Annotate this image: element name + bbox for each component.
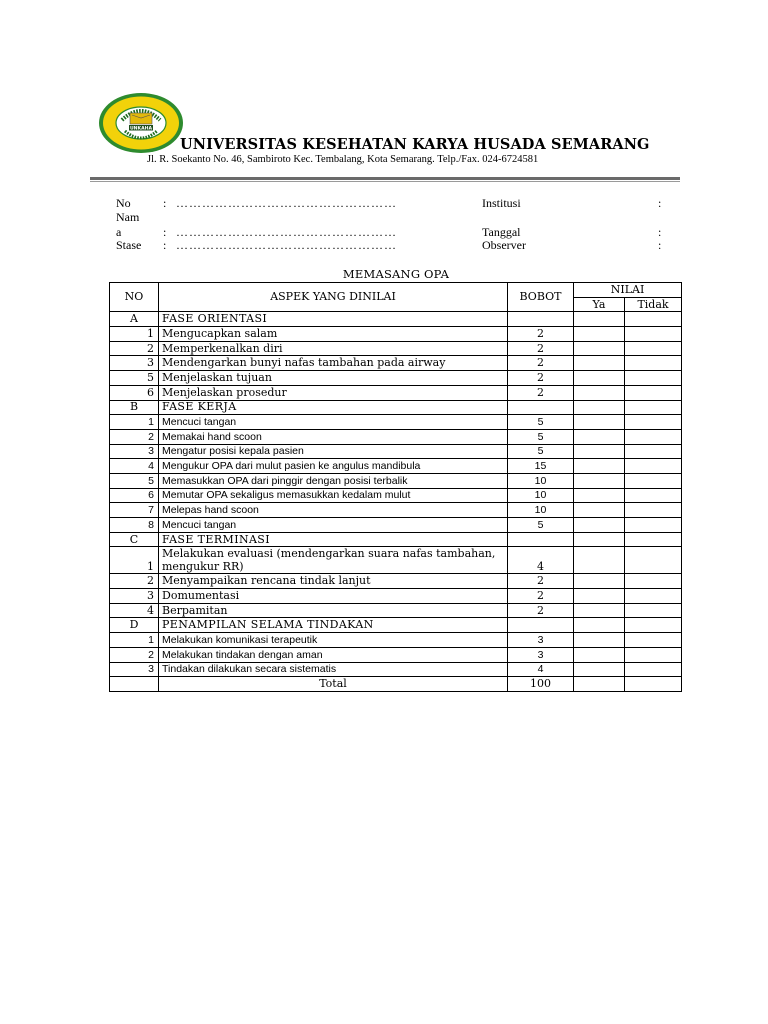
nilai-tidak-cell[interactable] <box>625 518 682 533</box>
item-number: 4 <box>110 459 159 474</box>
column-header-ya: Ya <box>574 297 625 312</box>
table-row <box>110 603 682 618</box>
table-row <box>110 415 682 430</box>
nilai-ya-cell[interactable] <box>574 488 625 503</box>
section-title: FASE TERMINASI <box>159 532 508 547</box>
table-row <box>110 547 682 574</box>
nilai-ya-cell[interactable] <box>574 444 625 459</box>
nilai-ya-cell[interactable] <box>574 647 625 662</box>
label-tanggal: Tanggal <box>482 225 521 239</box>
bobot-cell <box>508 618 574 633</box>
item-bobot: 15 <box>508 459 574 474</box>
item-number: 1 <box>110 547 159 574</box>
table-row <box>110 518 682 533</box>
item-number: 2 <box>110 574 159 589</box>
item-bobot: 4 <box>508 547 574 574</box>
item-number: 1 <box>110 633 159 648</box>
item-text: Menyampaikan rencana tindak lanjut <box>159 574 508 589</box>
item-bobot: 5 <box>508 518 574 533</box>
nilai-ya-cell[interactable] <box>574 473 625 488</box>
item-bobot: 2 <box>508 327 574 342</box>
table-row <box>110 488 682 503</box>
item-number: 3 <box>110 444 159 459</box>
nilai-tidak-cell[interactable] <box>625 459 682 474</box>
table-row <box>110 429 682 444</box>
table-row <box>110 371 682 386</box>
item-bobot: 2 <box>508 371 574 386</box>
nilai-tidak-cell[interactable] <box>625 415 682 430</box>
item-text: Melakukan tindakan dengan aman <box>159 647 508 662</box>
nilai-tidak-cell[interactable] <box>625 429 682 444</box>
nilai-ya-cell[interactable] <box>574 385 625 400</box>
nilai-ya-cell[interactable] <box>574 677 625 692</box>
colon: : <box>163 196 167 210</box>
nilai-ya-cell[interactable] <box>574 518 625 533</box>
nilai-tidak-cell[interactable] <box>625 312 682 327</box>
form-title: MEMASANG OPA <box>342 267 450 281</box>
item-bobot: 5 <box>508 429 574 444</box>
nilai-tidak-cell[interactable] <box>625 603 682 618</box>
table-row <box>110 341 682 356</box>
item-bobot: 2 <box>508 574 574 589</box>
nilai-ya-cell[interactable] <box>574 618 625 633</box>
section-letter: D <box>110 618 159 633</box>
item-bobot: 5 <box>508 444 574 459</box>
nilai-ya-cell[interactable] <box>574 532 625 547</box>
item-bobot: 10 <box>508 488 574 503</box>
nilai-tidak-cell[interactable] <box>625 677 682 692</box>
item-number: 4 <box>110 603 159 618</box>
nilai-ya-cell[interactable] <box>574 429 625 444</box>
item-text: Domumentasi <box>159 589 508 604</box>
item-text: Memakai hand scoon <box>159 429 508 444</box>
item-number: 8 <box>110 518 159 533</box>
total-value: 100 <box>508 677 574 692</box>
colon: : <box>163 238 167 252</box>
nilai-ya-cell[interactable] <box>574 503 625 518</box>
item-text: Mencuci tangan <box>159 415 508 430</box>
label-institusi: Institusi <box>482 196 521 210</box>
nilai-ya-cell[interactable] <box>574 603 625 618</box>
nilai-ya-cell[interactable] <box>574 356 625 371</box>
university-address: Jl. R. Soekanto No. 46, Sambiroto Kec. Tembalang, Kota Semarang. Telp./Fax. 024-6724581 <box>147 154 539 165</box>
section-row <box>110 618 682 633</box>
item-text: Menjelaskan prosedur <box>159 385 508 400</box>
section-title: FASE KERJA <box>159 400 508 415</box>
nilai-ya-cell[interactable] <box>574 400 625 415</box>
item-number: 1 <box>110 415 159 430</box>
bobot-cell <box>508 532 574 547</box>
assessment-table <box>109 282 682 692</box>
nilai-ya-cell[interactable] <box>574 327 625 342</box>
label-stase: Stase <box>116 238 142 252</box>
column-header-tidak: Tidak <box>625 297 682 312</box>
item-text: Memutar OPA sekaligus memasukkan kedalam mulut <box>159 488 508 503</box>
header-divider <box>90 177 680 180</box>
item-bobot: 10 <box>508 473 574 488</box>
table-row <box>110 589 682 604</box>
section-row <box>110 532 682 547</box>
nilai-ya-cell[interactable] <box>574 415 625 430</box>
header-divider-thin <box>90 181 680 182</box>
item-text: Melakukan evaluasi (mendengarkan suara nafas tambahan, mengukur RR) <box>159 547 508 574</box>
nilai-ya-cell[interactable] <box>574 574 625 589</box>
total-label: Total <box>159 677 508 692</box>
label-nama-part2: a <box>116 225 122 239</box>
table-row <box>110 633 682 648</box>
item-text: Melepas hand scoon <box>159 503 508 518</box>
section-letter: B <box>110 400 159 415</box>
section-row <box>110 400 682 415</box>
nilai-tidak-cell[interactable] <box>625 473 682 488</box>
nilai-tidak-cell[interactable] <box>625 371 682 386</box>
total-row <box>110 677 682 692</box>
item-bobot: 4 <box>508 662 574 677</box>
nilai-tidak-cell[interactable] <box>625 662 682 677</box>
nilai-ya-cell[interactable] <box>574 633 625 648</box>
nilai-tidak-cell[interactable] <box>625 488 682 503</box>
nilai-tidak-cell[interactable] <box>625 444 682 459</box>
item-bobot: 2 <box>508 589 574 604</box>
colon: : <box>658 225 662 239</box>
logo-abbreviation: UNKAHA <box>129 126 153 132</box>
item-number: 3 <box>110 356 159 371</box>
bobot-cell <box>508 312 574 327</box>
section-letter: A <box>110 312 159 327</box>
nilai-tidak-cell[interactable] <box>625 532 682 547</box>
item-number: 6 <box>110 488 159 503</box>
label-nama-part1: Nam <box>116 210 140 224</box>
field-stase-input[interactable]: …………………………………………… <box>176 238 397 252</box>
colon: : <box>163 225 167 239</box>
table-row <box>110 647 682 662</box>
nilai-tidak-cell[interactable] <box>625 589 682 604</box>
label-no: No <box>116 196 131 210</box>
section-title: PENAMPILAN SELAMA TINDAKAN <box>159 618 508 633</box>
item-bobot: 2 <box>508 603 574 618</box>
bobot-cell <box>508 400 574 415</box>
item-bobot: 5 <box>508 415 574 430</box>
column-header-nilai: NILAI <box>574 283 682 298</box>
item-text: Mengucapkan salam <box>159 327 508 342</box>
nilai-tidak-cell[interactable] <box>625 547 682 574</box>
section-title: FASE ORIENTASI <box>159 312 508 327</box>
item-bobot: 3 <box>508 633 574 648</box>
item-number: 6 <box>110 385 159 400</box>
item-number: 2 <box>110 341 159 356</box>
nilai-tidak-cell[interactable] <box>625 356 682 371</box>
nilai-ya-cell[interactable] <box>574 662 625 677</box>
table-row <box>110 327 682 342</box>
table-row <box>110 662 682 677</box>
nilai-tidak-cell[interactable] <box>625 647 682 662</box>
table-row <box>110 385 682 400</box>
table-row <box>110 444 682 459</box>
item-bobot: 2 <box>508 341 574 356</box>
nilai-tidak-cell[interactable] <box>625 400 682 415</box>
column-header-bobot: BOBOT <box>508 283 574 312</box>
nilai-tidak-cell[interactable] <box>625 633 682 648</box>
item-number: 3 <box>110 589 159 604</box>
item-number: 1 <box>110 327 159 342</box>
nilai-tidak-cell[interactable] <box>625 341 682 356</box>
nilai-tidak-cell[interactable] <box>625 327 682 342</box>
nilai-tidak-cell[interactable] <box>625 385 682 400</box>
item-text: Mengukur OPA dari mulut pasien ke angulus mandibula <box>159 459 508 474</box>
item-number: 2 <box>110 429 159 444</box>
item-text: Memasukkan OPA dari pinggir dengan posisi terbalik <box>159 473 508 488</box>
item-text: Tindakan dilakukan secara sistematis <box>159 662 508 677</box>
item-text: Melakukan komunikasi terapeutik <box>159 633 508 648</box>
item-bobot: 2 <box>508 385 574 400</box>
section-letter: C <box>110 532 159 547</box>
column-header-aspect: ASPEK YANG DINILAI <box>159 283 508 312</box>
nilai-tidak-cell[interactable] <box>625 618 682 633</box>
item-bobot: 2 <box>508 356 574 371</box>
nilai-ya-cell[interactable] <box>574 547 625 574</box>
item-text: Mengatur posisi kepala pasien <box>159 444 508 459</box>
label-observer: Observer <box>482 238 526 252</box>
field-no-nama-input[interactable]: …………………………………………… <box>176 196 397 210</box>
nilai-ya-cell[interactable] <box>574 459 625 474</box>
table-row <box>110 459 682 474</box>
item-text: Mencuci tangan <box>159 518 508 533</box>
nilai-ya-cell[interactable] <box>574 371 625 386</box>
nilai-ya-cell[interactable] <box>574 312 625 327</box>
nilai-ya-cell[interactable] <box>574 589 625 604</box>
item-text: Menjelaskan tujuan <box>159 371 508 386</box>
item-text: Memperkenalkan diri <box>159 341 508 356</box>
total-no-cell <box>110 677 159 692</box>
table-row <box>110 574 682 589</box>
item-text: Mendengarkan bunyi nafas tambahan pada airway <box>159 356 508 371</box>
table-row <box>110 356 682 371</box>
item-bobot: 10 <box>508 503 574 518</box>
table-header-row <box>110 283 682 298</box>
table-row <box>110 503 682 518</box>
item-number: 2 <box>110 647 159 662</box>
section-row <box>110 312 682 327</box>
colon: : <box>658 196 662 210</box>
item-bobot: 3 <box>508 647 574 662</box>
field-nama-input[interactable]: …………………………………………… <box>176 225 397 239</box>
university-logo <box>98 92 184 154</box>
table-row <box>110 473 682 488</box>
item-text: Berpamitan <box>159 603 508 618</box>
nilai-tidak-cell[interactable] <box>625 574 682 589</box>
item-number: 7 <box>110 503 159 518</box>
colon: : <box>658 238 662 252</box>
nilai-ya-cell[interactable] <box>574 341 625 356</box>
nilai-tidak-cell[interactable] <box>625 503 682 518</box>
item-number: 5 <box>110 473 159 488</box>
item-number: 3 <box>110 662 159 677</box>
column-header-no: NO <box>110 283 159 312</box>
item-number: 5 <box>110 371 159 386</box>
university-name: UNIVERSITAS KESEHATAN KARYA HUSADA SEMARANG <box>180 136 650 153</box>
